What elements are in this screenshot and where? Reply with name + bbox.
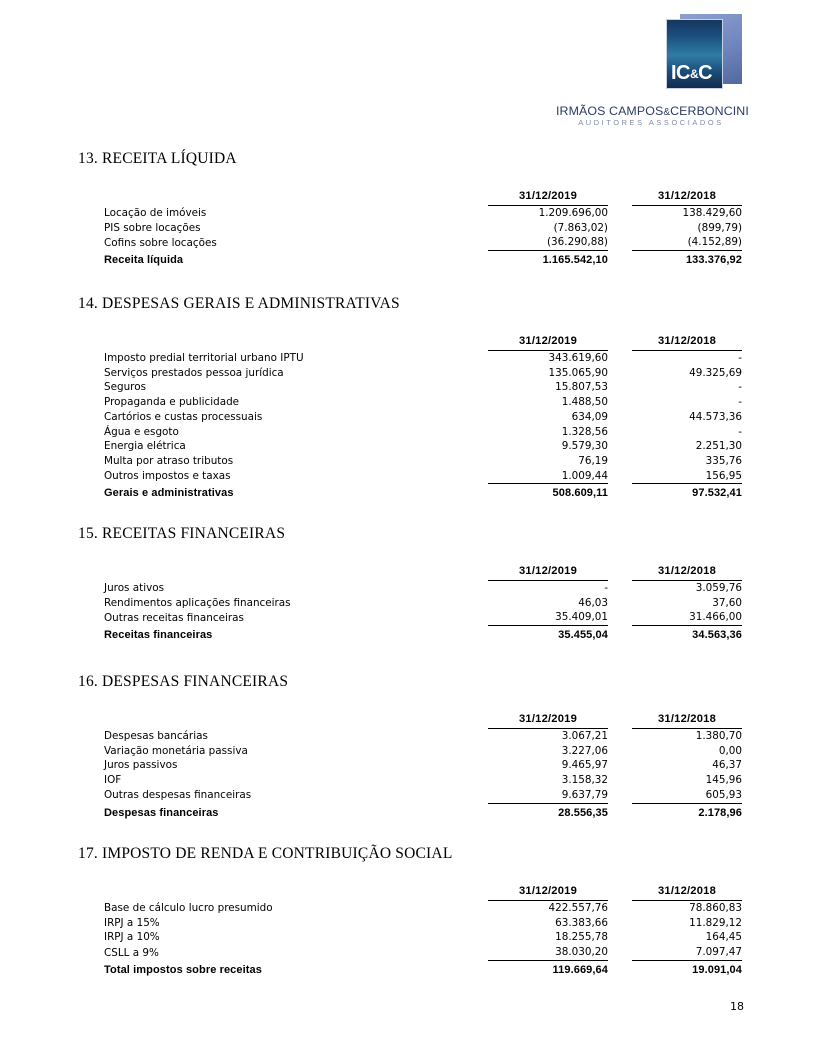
row-value-previous: 605,93	[632, 788, 742, 803]
section-number: 17.	[78, 845, 98, 862]
column-header-previous: 31/12/2018	[632, 883, 742, 901]
header-blank-cell	[104, 333, 488, 351]
table-row	[104, 454, 742, 469]
table-row	[104, 366, 742, 381]
row-gap-cell	[608, 945, 632, 960]
row-value-current: (36.290,88)	[488, 235, 608, 250]
row-value-current: 63.383,66	[555, 916, 608, 929]
column-header-previous: 31/12/2018	[632, 188, 742, 206]
row-value-current: 1.328,56	[561, 425, 608, 438]
row-label: Variação monetária passiva	[104, 744, 248, 757]
row-value-previous: -	[738, 396, 742, 409]
section-heading	[78, 295, 400, 313]
table-row	[104, 901, 742, 916]
row-gap-cell	[608, 351, 632, 366]
company-name	[556, 104, 749, 118]
total-gap-cell	[608, 803, 632, 821]
table-header-row	[104, 883, 742, 901]
row-value-previous: 78.860,83	[689, 902, 742, 914]
company-name-ampersand: &	[663, 107, 671, 118]
column-header-current: 31/12/2019	[488, 563, 608, 581]
row-value-previous: 164,45	[705, 931, 742, 944]
row-value-current: 135.065,90	[548, 366, 608, 379]
row-value-previous: -	[738, 381, 742, 394]
row-value-previous: 1.380,70	[695, 730, 742, 742]
row-value-previous: 335,76	[705, 454, 742, 467]
section-title: RECEITA LÍQUIDA	[102, 150, 237, 167]
total-label: Total impostos sobre receitas	[104, 963, 262, 976]
total-gap-cell	[608, 484, 632, 502]
row-gap-cell	[608, 410, 632, 425]
row-value-previous: -	[738, 352, 742, 364]
table-total-row	[104, 251, 742, 269]
row-label: Multa por atraso tributos	[104, 454, 234, 467]
table-header-row	[104, 711, 742, 729]
row-value-current: 422.557,76	[548, 902, 608, 914]
row-value-previous: 11.829,12	[689, 916, 742, 929]
row-value-previous: 44.573,36	[689, 410, 742, 423]
row-label: Outros impostos e taxas	[104, 470, 231, 483]
header-gap-cell	[608, 188, 632, 206]
row-label: IRPJ a 10%	[104, 931, 160, 944]
row-gap-cell	[608, 206, 632, 221]
header-blank-cell	[104, 883, 488, 901]
table-row	[104, 206, 742, 221]
row-gap-cell	[608, 758, 632, 773]
table-row	[104, 235, 742, 250]
total-value-previous: 2.178,96	[698, 806, 742, 819]
row-label: Base de cálculo lucro presumido	[104, 902, 273, 914]
row-label: IRPJ a 15%	[104, 916, 160, 929]
column-header-previous: 31/12/2018	[632, 333, 742, 351]
table-row	[104, 439, 742, 454]
row-value-previous: 31.466,00	[632, 610, 742, 625]
row-value-current: 3.067,21	[561, 730, 608, 742]
row-label: CSLL a 9%	[104, 946, 159, 959]
row-label: Rendimentos aplicações financeiras	[104, 596, 291, 609]
financial-table	[104, 883, 742, 978]
row-gap-cell	[608, 916, 632, 931]
section-number: 13.	[78, 150, 98, 167]
row-label: Juros ativos	[104, 582, 165, 594]
column-header-current: 31/12/2019	[488, 333, 608, 351]
table-row	[104, 380, 742, 395]
row-gap-cell	[608, 395, 632, 410]
row-value-previous: 138.429,60	[682, 207, 742, 219]
company-name-part2: CERBONCINI	[670, 104, 749, 118]
table-row	[104, 729, 742, 744]
company-name-part1: IRMÃOS CAMPOS	[556, 104, 664, 118]
header-blank-cell	[104, 711, 488, 729]
table-row	[104, 758, 742, 773]
total-gap-cell	[608, 960, 632, 978]
row-value-current: 3.227,06	[561, 744, 608, 757]
total-value-current: 119.669,64	[552, 963, 608, 976]
row-value-previous: 3.059,76	[695, 582, 742, 594]
page-number: 18	[730, 1000, 744, 1013]
column-header-current: 31/12/2019	[488, 711, 608, 729]
table-header-row	[104, 333, 742, 351]
row-value-previous: 46,37	[712, 759, 742, 772]
table-row	[104, 773, 742, 788]
row-gap-cell	[608, 901, 632, 916]
table-row	[104, 221, 742, 236]
header-gap-cell	[608, 711, 632, 729]
column-header-current: 31/12/2019	[488, 188, 608, 206]
row-label: Água e esgoto	[104, 425, 179, 438]
column-header-current: 31/12/2019	[488, 883, 608, 901]
row-value-previous: 2.251,30	[695, 440, 742, 453]
table-row	[104, 945, 742, 960]
table-total-row	[104, 626, 742, 644]
total-value-current: 508.609,11	[552, 487, 608, 500]
row-value-current: 1.488,50	[561, 396, 608, 409]
row-value-previous: (4.152,89)	[632, 235, 742, 250]
row-gap-cell	[608, 788, 632, 803]
row-label: Outras despesas financeiras	[104, 789, 252, 802]
table-row	[104, 410, 742, 425]
company-subtitle: AUDITORES ASSOCIADOS	[578, 118, 724, 127]
logo-monogram-right: C	[698, 62, 713, 84]
row-gap-cell	[608, 773, 632, 788]
row-value-previous: 37,60	[712, 596, 742, 609]
row-gap-cell	[608, 425, 632, 440]
financial-table	[104, 333, 742, 501]
row-label: Serviços prestados pessoa jurídica	[104, 366, 284, 379]
section-heading	[78, 673, 288, 691]
row-value-previous: 0,00	[718, 744, 742, 757]
row-label: IOF	[104, 774, 122, 787]
total-value-current: 28.556,35	[558, 806, 608, 819]
logo-monogram-ampersand: &	[690, 67, 699, 81]
table-row	[104, 930, 742, 945]
row-value-current: 9.579,30	[561, 440, 608, 453]
row-gap-cell	[608, 439, 632, 454]
table-row	[104, 916, 742, 931]
table-row	[104, 581, 742, 596]
row-gap-cell	[608, 221, 632, 236]
row-label: Energia elétrica	[104, 440, 186, 453]
table-row	[104, 425, 742, 440]
row-value-current: 15.807,53	[555, 381, 608, 394]
row-value-current: 3.158,32	[561, 774, 608, 787]
table-row	[104, 788, 742, 803]
row-label: Outras receitas financeiras	[104, 611, 244, 624]
section-heading	[78, 150, 237, 168]
row-value-current: 35.409,01	[488, 610, 608, 625]
row-value-current: 38.030,20	[488, 945, 608, 960]
financial-table	[104, 563, 742, 643]
total-gap-cell	[608, 251, 632, 269]
row-value-current: 76,19	[578, 454, 608, 467]
header-blank-cell	[104, 563, 488, 581]
row-label: Cofins sobre locações	[104, 236, 217, 249]
row-gap-cell	[608, 930, 632, 945]
row-value-current: 46,03	[578, 596, 608, 609]
total-label: Receita líquida	[104, 254, 184, 267]
row-gap-cell	[608, 729, 632, 744]
row-value-current: 1.209.696,00	[538, 207, 608, 219]
section-title: RECEITAS FINANCEIRAS	[102, 525, 286, 542]
section-number: 14.	[78, 295, 98, 312]
section-title: IMPOSTO DE RENDA E CONTRIBUIÇÃO SOCIAL	[102, 845, 453, 862]
table-row	[104, 610, 742, 625]
row-value-current: (7.863,02)	[553, 221, 608, 234]
header-gap-cell	[608, 563, 632, 581]
table-row	[104, 596, 742, 611]
table-header-row	[104, 563, 742, 581]
row-gap-cell	[608, 596, 632, 611]
section-title: DESPESAS FINANCEIRAS	[102, 673, 289, 690]
header-blank-cell	[104, 188, 488, 206]
row-label: Imposto predial territorial urbano IPTU	[104, 352, 304, 364]
company-logo	[556, 14, 749, 127]
row-gap-cell	[608, 610, 632, 625]
row-value-previous: (899,79)	[697, 221, 742, 234]
financial-table	[104, 711, 742, 821]
total-value-previous: 34.563,36	[692, 629, 742, 642]
table-total-row	[104, 803, 742, 821]
column-header-previous: 31/12/2018	[632, 563, 742, 581]
total-label: Gerais e administrativas	[104, 487, 234, 500]
row-gap-cell	[608, 454, 632, 469]
row-label: Locação de imóveis	[104, 207, 207, 219]
total-gap-cell	[608, 626, 632, 644]
header-gap-cell	[608, 333, 632, 351]
logo-monogram-left: IC	[671, 62, 690, 84]
row-value-current: 634,09	[571, 410, 608, 423]
row-value-previous: 7.097,47	[632, 945, 742, 960]
total-value-current: 1.165.542,10	[542, 254, 608, 267]
row-value-current: 343.619,60	[548, 352, 608, 364]
header-gap-cell	[608, 883, 632, 901]
row-value-previous: -	[738, 425, 742, 438]
row-label: Cartórios e custas processuais	[104, 410, 263, 423]
row-gap-cell	[608, 380, 632, 395]
table-row	[104, 744, 742, 759]
row-label: Juros passivos	[104, 759, 178, 772]
row-value-current: 1.009,44	[488, 469, 608, 484]
table-row	[104, 351, 742, 366]
total-label: Despesas financeiras	[104, 806, 219, 819]
row-value-previous: 145,96	[705, 774, 742, 787]
table-header-row	[104, 188, 742, 206]
row-value-current: -	[604, 582, 608, 594]
table-row	[104, 395, 742, 410]
row-value-current: 9.465,97	[561, 759, 608, 772]
row-gap-cell	[608, 581, 632, 596]
table-total-row	[104, 484, 742, 502]
row-value-previous: 156,95	[632, 469, 742, 484]
table-total-row	[104, 960, 742, 978]
column-header-previous: 31/12/2018	[632, 711, 742, 729]
total-value-current: 35.455,04	[558, 629, 608, 642]
logo-monogram	[671, 63, 712, 83]
row-label: PIS sobre locações	[104, 221, 201, 234]
row-value-current: 9.637,79	[488, 788, 608, 803]
logo-front-square	[666, 19, 723, 89]
total-value-previous: 97.532,41	[692, 487, 742, 500]
row-gap-cell	[608, 469, 632, 484]
section-heading	[78, 525, 285, 543]
row-label: Propaganda e publicidade	[104, 396, 240, 409]
table-row	[104, 469, 742, 484]
total-value-previous: 133.376,92	[685, 254, 742, 267]
row-label: Seguros	[104, 381, 146, 394]
row-gap-cell	[608, 744, 632, 759]
row-label: Despesas bancárias	[104, 730, 208, 742]
logo-mark-icon	[666, 14, 742, 92]
section-heading	[78, 845, 453, 863]
financial-table	[104, 188, 742, 268]
row-gap-cell	[608, 235, 632, 250]
section-title: DESPESAS GERAIS E ADMINISTRATIVAS	[102, 295, 400, 312]
row-value-previous: 49.325,69	[689, 366, 742, 379]
section-number: 16.	[78, 673, 98, 690]
row-gap-cell	[608, 366, 632, 381]
section-number: 15.	[78, 525, 98, 542]
total-label: Receitas financeiras	[104, 629, 213, 642]
total-value-previous: 19.091,04	[692, 963, 742, 976]
row-value-current: 18.255,78	[555, 931, 608, 944]
